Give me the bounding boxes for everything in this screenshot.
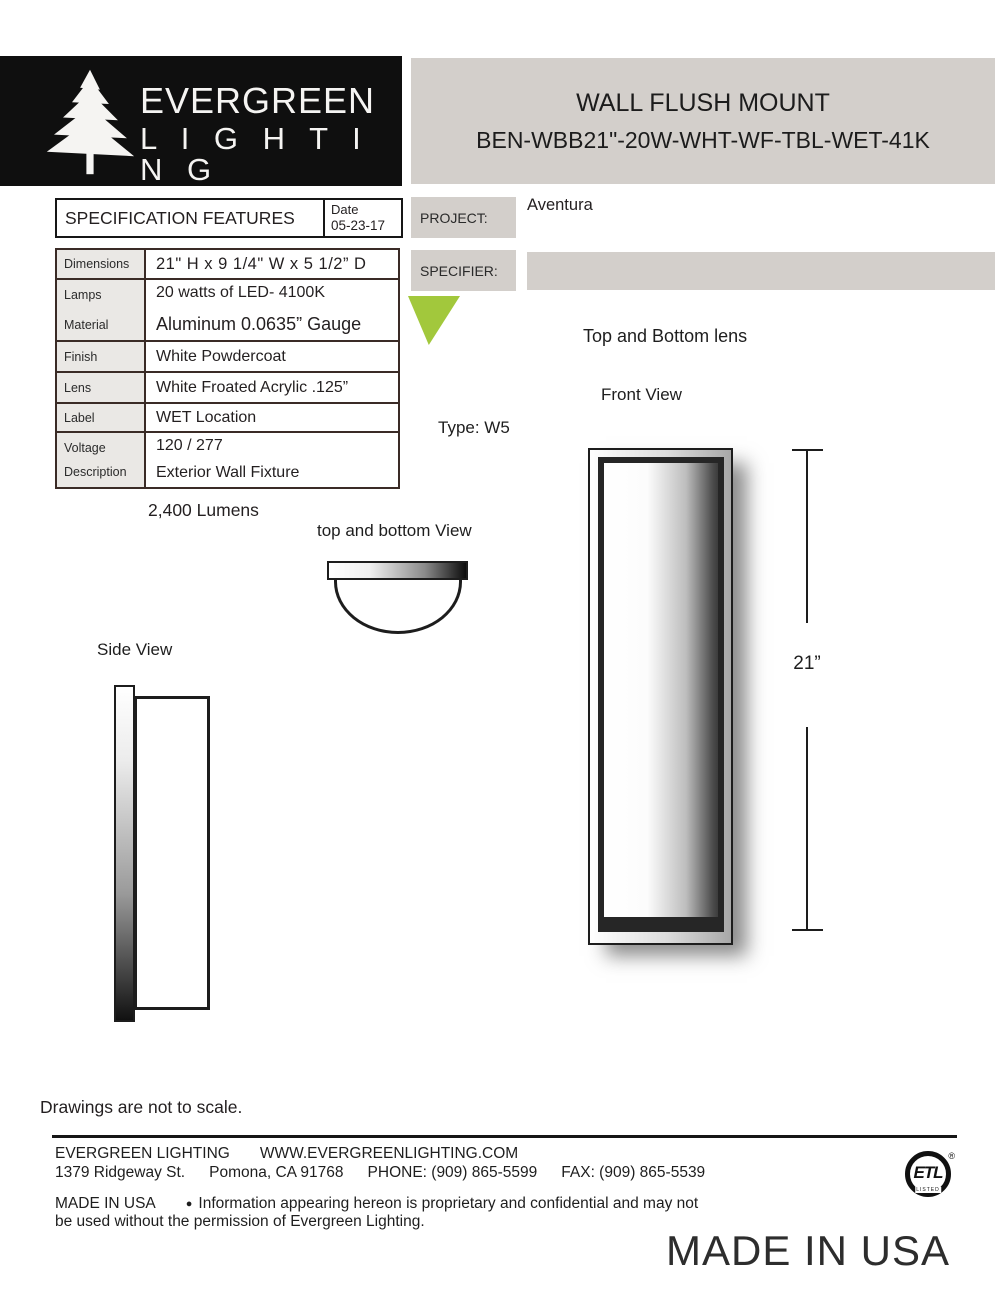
front-view-lens <box>598 457 724 932</box>
row-label: Lamps <box>64 288 102 302</box>
etl-logo-text: ETL <box>913 1162 943 1182</box>
legal-text: Information appearing hereon is proprietary and confidential and may not <box>198 1195 699 1212</box>
green-accent-triangle <box>408 296 460 345</box>
row-label: Voltage <box>64 441 106 455</box>
project-label: PROJECT: <box>411 197 516 238</box>
logo-line1: EVERGREEN <box>140 80 376 121</box>
row-label: Material <box>64 318 109 332</box>
footer-company: EVERGREEN LIGHTING <box>55 1145 230 1162</box>
table-row-finish <box>57 342 398 373</box>
etl-listed-text: LISTED <box>916 1187 940 1193</box>
side-view-lens-profile <box>114 685 135 1022</box>
legal-line-1 <box>55 1195 698 1213</box>
row-value: 120 / 277 <box>156 437 223 454</box>
row-value: White Froated Acrylic .125” <box>156 378 349 396</box>
date-value: 05-23-17 <box>331 218 386 234</box>
row-value: WET Location <box>156 408 257 426</box>
footer-city: Pomona, CA 91768 <box>209 1164 344 1181</box>
date-cell <box>323 200 401 236</box>
dimension-line-top <box>806 449 808 623</box>
footer-address: 1379 Ridgeway St. <box>55 1164 186 1181</box>
footer-phone: PHONE: (909) 865-5599 <box>367 1164 538 1181</box>
legal-line-2: be used without the permission of Evergreen Lighting. <box>55 1213 425 1230</box>
dimension-cap-bottom <box>792 929 823 931</box>
row-value: Exterior Wall Fixture <box>156 464 300 481</box>
registered-mark-icon: ® <box>948 1151 955 1161</box>
table-row-dimensions <box>57 250 398 280</box>
date-label: Date <box>331 202 359 217</box>
side-view-label: Side View <box>97 640 173 659</box>
side-view-body <box>134 696 210 1010</box>
title-box <box>411 58 995 184</box>
table-row-lamps-material <box>57 280 398 342</box>
product-title: WALL FLUSH MOUNT <box>576 88 830 117</box>
lumens-note: 2,400 Lumens <box>148 500 259 520</box>
row-value: 21" H x 9 1/4" W x 5 1/2” D <box>156 254 367 273</box>
etl-listed-logo <box>905 1151 955 1197</box>
table-row-lens <box>57 373 398 404</box>
spec-header <box>55 198 403 238</box>
footer-divider <box>52 1135 957 1138</box>
spec-table <box>55 248 400 489</box>
row-value: Aluminum 0.0635” Gauge <box>156 314 362 334</box>
front-view-drawing <box>588 448 733 945</box>
specifier-label: SPECIFIER: <box>411 250 516 291</box>
dimension-line-bottom <box>806 727 808 930</box>
model-number: BEN-WBB21"-20W-WHT-WF-TBL-WET-41K <box>476 126 930 153</box>
footer-company-line <box>55 1145 518 1163</box>
row-label: Dimensions <box>57 250 146 278</box>
row-label: Lens <box>57 373 146 402</box>
footer-website: WWW.EVERGREENLIGHTING.COM <box>259 1145 519 1162</box>
specifier-field <box>527 252 995 290</box>
bullet-icon: ● <box>185 1198 193 1210</box>
footer-contact-line <box>55 1164 705 1182</box>
project-value: Aventura <box>527 196 593 214</box>
top-bottom-view-label: top and bottom View <box>317 521 472 540</box>
top-bottom-view-dome <box>334 580 462 634</box>
pine-tree-icon <box>44 68 136 176</box>
type-label: Type: W5 <box>438 418 510 437</box>
scale-note: Drawings are not to scale. <box>40 1097 243 1117</box>
table-row-voltage-description <box>57 433 398 487</box>
footer-fax: FAX: (909) 865-5539 <box>561 1164 706 1181</box>
top-bottom-view-bar <box>327 561 468 580</box>
row-label: Description <box>64 465 127 479</box>
made-in-usa-note: MADE IN USA <box>55 1195 156 1212</box>
spec-title: SPECIFICATION FEATURES <box>65 207 295 228</box>
made-in-usa-big: MADE IN USA <box>666 1227 951 1274</box>
row-value: White Powdercoat <box>156 347 286 365</box>
row-value: 20 watts of LED- 4100K <box>156 284 325 301</box>
table-row-label <box>57 404 398 433</box>
logo-wordmark <box>140 80 402 187</box>
row-label: Finish <box>57 342 146 371</box>
logo-box <box>0 56 402 186</box>
height-dimension-label: 21” <box>793 653 821 674</box>
logo-line2: L I G H T I N G <box>140 121 369 187</box>
top-bottom-lens-label: Top and Bottom lens <box>583 326 748 346</box>
front-view-label: Front View <box>601 385 682 404</box>
row-label: Label <box>57 404 146 431</box>
